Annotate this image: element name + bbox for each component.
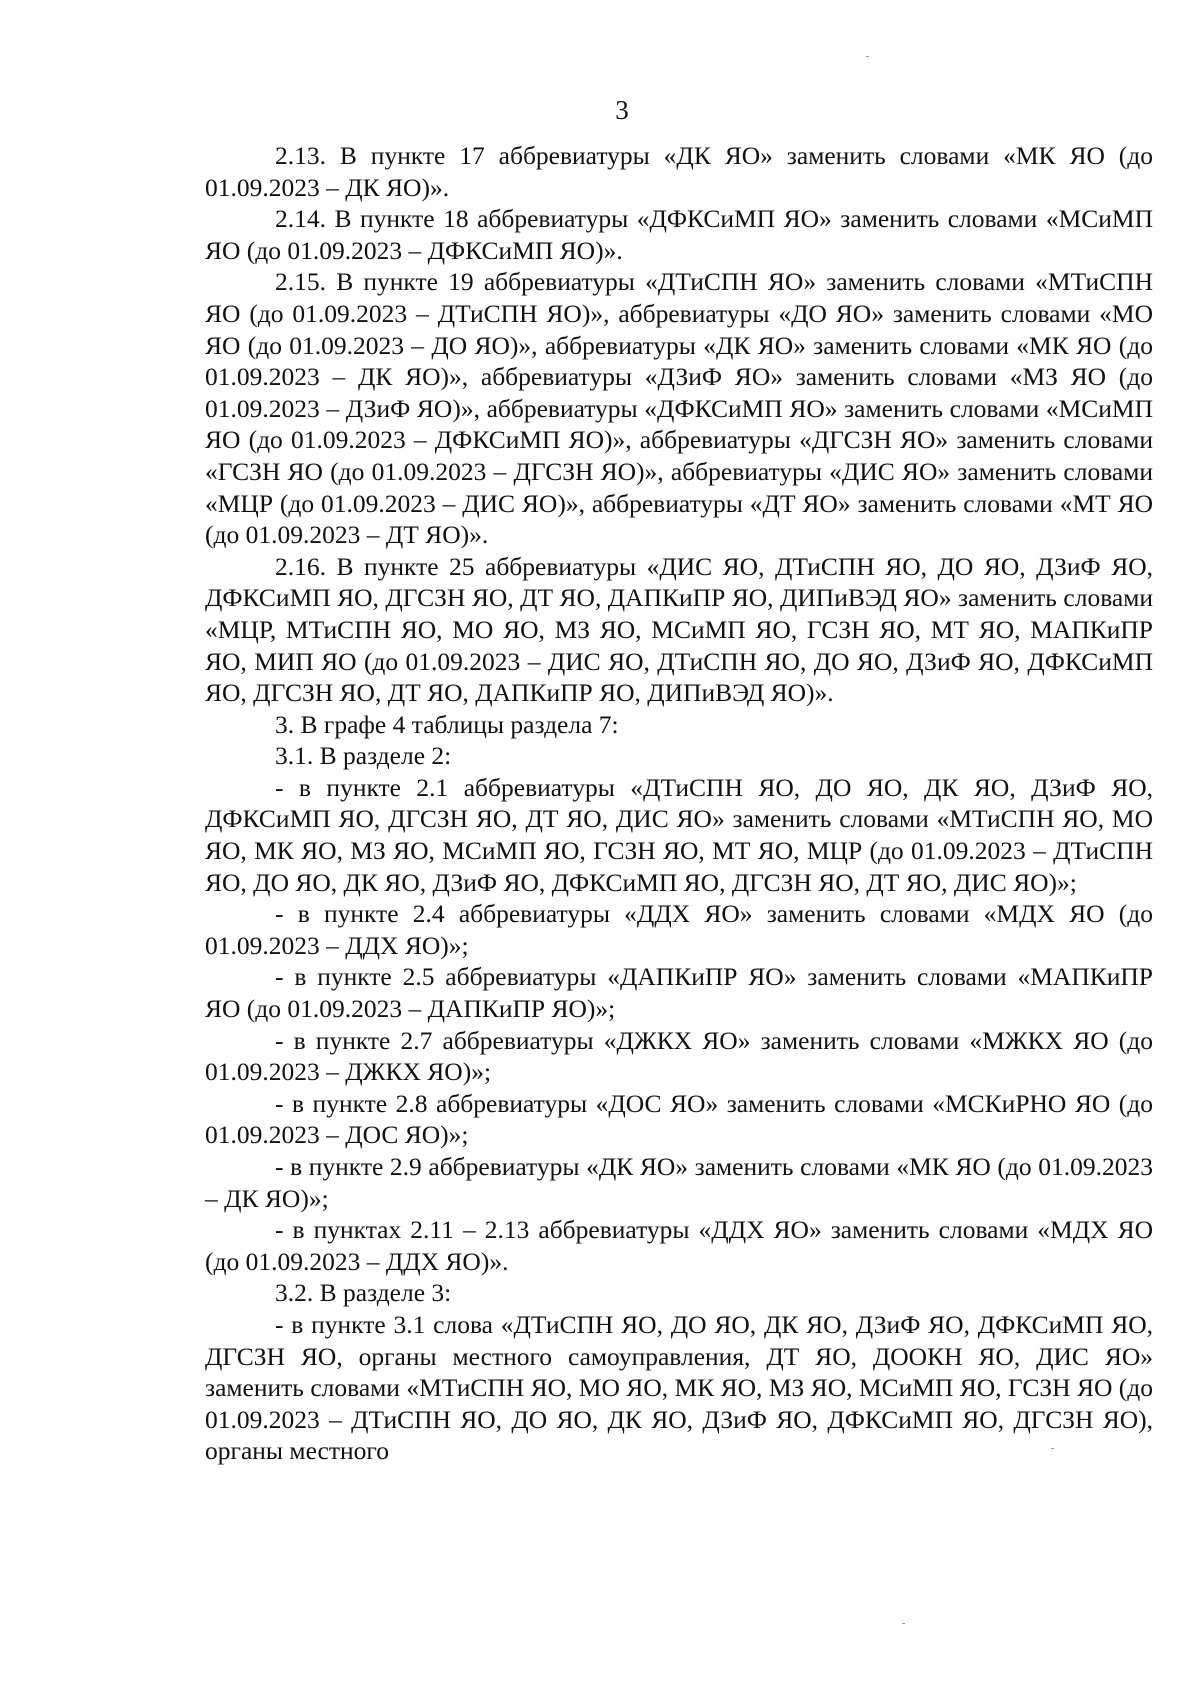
paragraph-2-16: 2.16. В пункте 25 аббревиатуры «ДИС ЯО, ДТиСПН ЯО, ДО ЯО, ДЗиФ ЯО, ДФКСиМП ЯО, ДГСЗН ЯО, ДТ ЯО, ДАПКиПР ЯО, ДИПиВЭД ЯО» заменить словами «МЦР, МТиСПН ЯО, МО ЯО, МЗ ЯО, МСиМП ЯО, ГСЗН ЯО, МТ ЯО, МАПКиПР ЯО, МИП ЯО (до 01.09.2023 – ДИС ЯО, ДТиСПН ЯО, ДО ЯО, ДЗиФ ЯО, ДФКСиМП ЯО, ДГСЗН ЯО, ДТ ЯО, ДАПКиПР ЯО, ДИПиВЭД ЯО)».: [205, 551, 1153, 708]
paragraph-2-13: 2.13. В пункте 17 аббревиатуры «ДК ЯО» заменить словами «МК ЯО (до 01.09.2023 – ДК ЯО)».: [205, 141, 1153, 202]
paragraph-3-1: 3.1. В разделе 2:: [275, 741, 452, 771]
list-item-2-9: - в пункте 2.9 аббревиатуры «ДК ЯО» заменить словами «МК ЯО (до 01.09.2023 – ДК ЯО)»;: [205, 1152, 1153, 1213]
list-item-2-5: - в пункте 2.5 аббревиатуры «ДАПКиПР ЯО» заменить словами «МАПКиПР ЯО (до 01.09.2023 – ДАПКиПР ЯО)»;: [205, 962, 1153, 1024]
list-item-2-8: - в пункте 2.8 аббревиатуры «ДОС ЯО» заменить словами «МСКиРНО ЯО (до 01.09.2023 – ДОС ЯО)»;: [205, 1088, 1153, 1150]
paragraph-3: 3. В графе 4 таблицы раздела 7:: [275, 709, 619, 739]
list-item-2-11-2-13: - в пунктах 2.11 – 2.13 аббревиатуры «ДДХ ЯО» заменить словами «МДХ ЯО (до 01.09.2023 – ДДХ ЯО)».: [205, 1215, 1153, 1276]
paragraph-2-14: 2.14. В пункте 18 аббревиатуры «ДФКСиМП ЯО» заменить словами «МСиМП ЯО (до 01.09.2023 – ДФКСиМП ЯО)».: [205, 204, 1153, 265]
page-number: 3: [615, 95, 629, 125]
list-item-2-7: - в пункте 2.7 аббревиатуры «ДЖКХ ЯО» заменить словами «МЖКХ ЯО (до 01.09.2023 – ДЖКХ ЯО)»;: [205, 1025, 1153, 1087]
scan-speck: [866, 56, 869, 57]
list-item-3-1: - в пункте 3.1 слова «ДТиСПН ЯО, ДО ЯО, ДК ЯО, ДЗиФ ЯО, ДФКСиМП ЯО, ДГСЗН ЯО, органы местного самоуправления, ДТ ЯО, ДООКН ЯО, ДИС ЯО» заменить словами «МТиСПН ЯО, МО ЯО, МК ЯО, МЗ ЯО, МСиМП ЯО, ГСЗН ЯО (до 01.09.2023 – ДТиСПН ЯО, ДО ЯО, ДК ЯО, ДЗиФ ЯО, ДФКСиМП ЯО, ДГСЗН ЯО), органы местного: [205, 1309, 1153, 1466]
paragraph-2-15: 2.15. В пункте 19 аббревиатуры «ДТиСПН ЯО» заменить словами «МТиСПН ЯО (до 01.09.2023 – ДТиСПН ЯО)», аббревиатуры «ДО ЯО» заменить словами «МО ЯО (до 01.09.2023 – ДО ЯО)», аббревиатуры «ДК ЯО» заменить словами «МК ЯО (до 01.09.2023 – ДК ЯО)», аббревиатуры «ДЗиФ ЯО» заменить словами «МЗ ЯО (до 01.09.2023 – ДЗиФ ЯО)», аббревиатуры «ДФКСиМП ЯО» заменить словами «МСиМП ЯО (до 01.09.2023 – ДФКСиМП ЯО)», аббревиатуры «ДГСЗН ЯО» заменить словами «ГСЗН ЯО (до 01.09.2023 – ДГСЗН ЯО)», аббревиатуры «ДИС ЯО» заменить словами «МЦР (до 01.09.2023 – ДИС ЯО)», аббревиатуры «ДТ ЯО» заменить словами «МТ ЯО (до 01.09.2023 – ДТ ЯО)».: [205, 267, 1153, 550]
paragraph-3-2: 3.2. В разделе 3:: [275, 1278, 452, 1308]
scan-speck: [1051, 1448, 1054, 1449]
scan-speck: [902, 1623, 905, 1624]
document-body: [205, 140, 1153, 1467]
list-item-2-1: - в пункте 2.1 аббревиатуры «ДТиСПН ЯО, ДО ЯО, ДК ЯО, ДЗиФ ЯО, ДФКСиМП ЯО, ДГСЗН ЯО, ДТ ЯО, ДИС ЯО» заменить словами «МТиСПН ЯО, МО ЯО, МК ЯО, МЗ ЯО, МСиМП ЯО, ГСЗН ЯО, МТ ЯО, МЦР (до 01.09.2023 – ДТиСПН ЯО, ДО ЯО, ДК ЯО, ДЗиФ ЯО, ДФКСиМП ЯО, ДГСЗН ЯО, ДТ ЯО, ДИС ЯО)»;: [205, 772, 1153, 897]
list-item-2-4: - в пункте 2.4 аббревиатуры «ДДХ ЯО» заменить словами «МДХ ЯО (до 01.09.2023 – ДДХ ЯО)»;: [205, 899, 1153, 960]
